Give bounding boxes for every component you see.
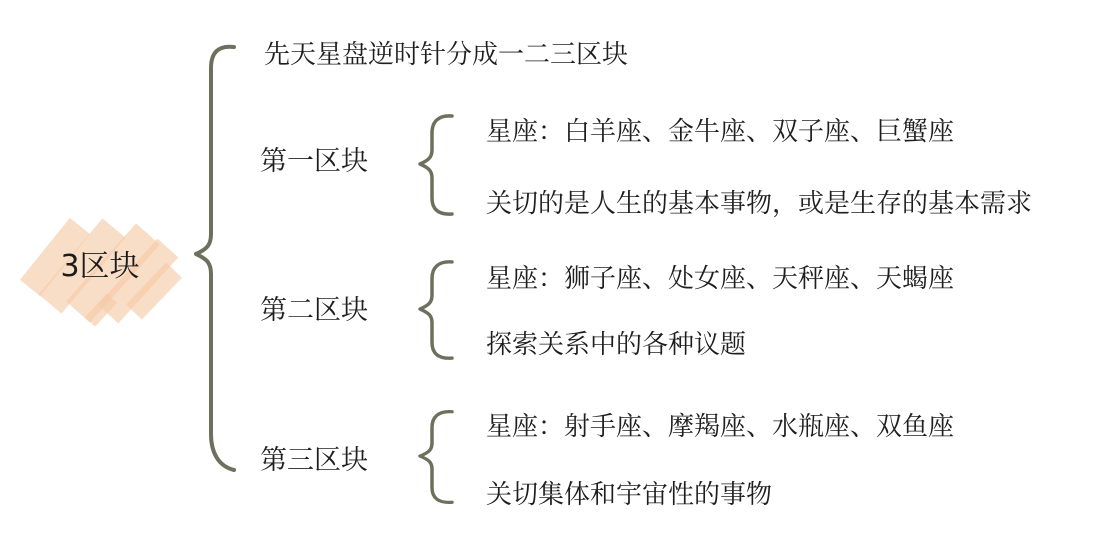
root-node-label: 3区块: [60, 249, 140, 284]
branch-3-label: 第三区块: [260, 445, 368, 476]
branch-3-curly-brace-icon: [412, 408, 460, 506]
branch-2-curly-brace-icon: [412, 258, 460, 362]
branch-2-label: 第二区块: [260, 295, 368, 326]
branch-1-label: 第一区块: [260, 146, 368, 177]
branch-2-signs-text: 星座：狮子座、处女座、天秤座、天蝎座: [486, 264, 955, 294]
branch-2-theme-text: 探索关系中的各种议题: [486, 330, 747, 360]
branch-1-signs-text: 星座：白羊座、金牛座、双子座、巨蟹座: [486, 117, 955, 147]
branch-3-theme-text: 关切集体和宇宙性的事物: [486, 480, 773, 510]
branch-1-theme-text: 关切的是人生的基本事物，或是生存的基本需求: [486, 189, 1033, 219]
top-note-text: 先天星盘逆时针分成一二三区块: [264, 40, 629, 70]
branch-1-curly-brace-icon: [412, 112, 460, 218]
branch-3-signs-text: 星座：射手座、摩羯座、水瓶座、双鱼座: [486, 412, 955, 442]
root-node: [16, 212, 184, 326]
root-curly-brace-icon: [190, 42, 238, 476]
